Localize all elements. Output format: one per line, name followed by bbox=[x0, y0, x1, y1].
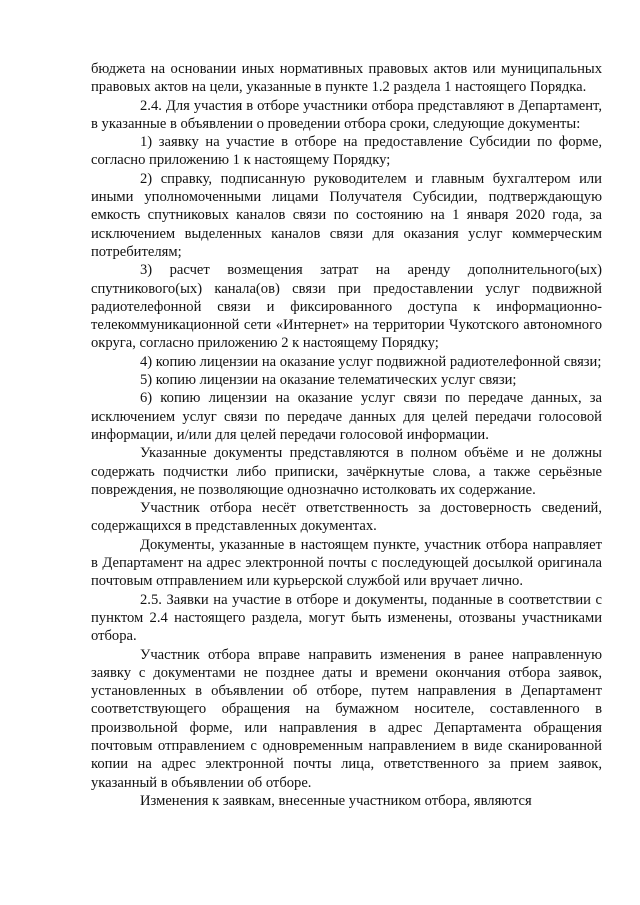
paragraph-changes-status: Изменения к заявкам, внесенные участником отбора, являются bbox=[140, 792, 532, 809]
list-item-2-certificate: 2) справку, подписанную руководителем и главным бухгалтером или иными уполномоченными лицами Получателя Субсидии, подтверждающую емкость спутниковых каналов связи по состоянию на 1 января 2020 года, за исключением выделенных каналов связи для оказания услуг коммерческим потребителям; bbox=[91, 170, 602, 260]
paragraph-2-5: 2.5. Заявки на участие в отборе и документы, поданные в соответствии с пунктом 2.4 настоящего раздела, могут быть изменены, отозваны участниками отбора. bbox=[91, 591, 602, 645]
paragraph-2-4: 2.4. Для участия в отборе участники отбора представляют в Департамент, в указанные в объявлении о проведении отбора сроки, следующие документы: bbox=[91, 97, 602, 132]
list-item-5-telematic-license: 5) копию лицензии на оказание телематических услуг связи; bbox=[140, 372, 517, 389]
list-item-3-calculation: 3) расчет возмещения затрат на аренду дополнительного(ых) спутникового(ых) канала(ов) связи при предоставлении услуг подвижной радиотелефонной связи и фиксированного доступа к информационно-телекоммуникационной сети «Интернет» на территории Чукотского автономного округа, согласно приложению 2 к настоящему Порядку; bbox=[91, 262, 602, 352]
list-item-4-mobile-license: 4) копию лицензии на оказание услуг подвижной радиотелефонной связи; bbox=[140, 353, 602, 370]
paragraph-budget-continuation: бюджета на основании иных нормативных правовых актов или муниципальных правовых актов на цели, указанные в пункте 1.2 раздела 1 настоящего Порядка. bbox=[91, 61, 602, 96]
paragraph-documents-requirements: Указанные документы представляются в полном объёме и не должны содержать подчистки либо приписки, зачёркнутые слова, а также серьёзные повреждения, не позволяющие однозначно истолковать их содержание. bbox=[91, 445, 602, 498]
document-page bbox=[91, 60, 602, 810]
paragraph-changes-procedure: Участник отбора вправе направить изменения в ранее направленную заявку с документами не позднее даты и времени окончания отбора заявок, установленных в объявлении об отборе, путем направления в Департамент соответствующего обращения на бумажном носителе, составленного в произвольной форме, или направления в адрес Департамента обращения почтовым отправлением с одновременным направлением в виде сканированной копии на адрес электронной почты лица, ответственного за прием заявок, указанный в объявлении об отборе. bbox=[91, 646, 602, 791]
list-item-6-data-license: 6) копию лицензии на оказание услуг связи по передаче данных, за исключением услуг связи по передаче данных для целей передачи голосовой информации, и/или для целей передачи голосовой информации. bbox=[91, 390, 602, 443]
list-item-1-application: 1) заявку на участие в отборе на предоставление Субсидии по форме, согласно приложению 1 к настоящему Порядку; bbox=[91, 134, 602, 169]
paragraph-responsibility: Участник отбора несёт ответственность за достоверность сведений, содержащихся в представленных документах. bbox=[91, 500, 602, 535]
paragraph-submission: Документы, указанные в настоящем пункте, участник отбора направляет в Департамент на адрес электронной почты с последующей досылкой оригинала почтовым отправлением или курьерской службой или вручает лично. bbox=[91, 536, 602, 590]
